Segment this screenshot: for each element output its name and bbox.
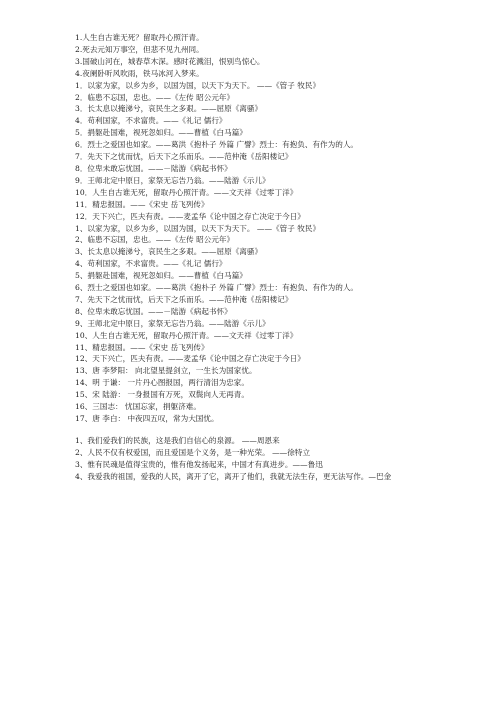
document-body: [75, 32, 430, 483]
quote-line: 1、以家为家，以乡为乡，以国为国，以天下为天下。 ——《管子 牧民》: [75, 223, 321, 233]
quotes-section-modern: [75, 435, 430, 483]
quote-line: 3、惟有民魂是值得宝贵的，惟有他发扬起来，中国才有真进步。——鲁迅: [75, 459, 323, 469]
quote-line: 16、三国志： 忧国忘家，捐躯济难。: [75, 402, 201, 412]
quote-line: 5、捐躯赴国难，视死忽如归。——曹植《白马篇》: [75, 271, 247, 281]
quote-line: 12．天下兴亡，匹夫有责。——麦孟华《论中国之存亡决定于今日》: [75, 211, 305, 221]
quote-line: 10、人生自古谁无死，留取丹心照汗青。——文天祥《过零丁洋》: [75, 330, 298, 340]
quote-line: 2．临患不忘国，忠也。——《左传 昭公元年》: [75, 92, 235, 102]
quote-line: 14、明 于谦： 一片丹心图报国，两行清泪为忠家。: [75, 378, 249, 388]
quote-line: 13、唐 李梦阳： 向北望星提剑立，一生长为国家忧。: [75, 366, 257, 376]
quote-line: 11．精忠报国。——《宋史 岳飞列传》: [75, 199, 209, 209]
quote-line: 5．捐躯赴国难，视死忽如归。——曹植《白马篇》: [75, 128, 247, 138]
quote-line: 3、长太息以掩涕兮，哀民生之多艰。——屈原《离骚》: [75, 247, 263, 257]
quote-line: 4、苟利国家，不求富贵。——《礼记 儒行》: [75, 259, 227, 269]
quote-line: 9、王师北定中原日，家祭无忘告乃翁。——陆游《示儿》: [75, 318, 270, 328]
quote-line: 3.国破山河在，城春草木深。感时花溅泪，恨别鸟惊心。: [75, 56, 265, 66]
quote-line: 12、天下兴亡，匹夫有责。——麦孟华《论中国之存亡决定于今日》: [75, 354, 305, 364]
quote-line: 4.夜阑卧听风吹雨，铁马冰河入梦来。: [75, 68, 204, 78]
quote-line: 1、我们爱我们的民族，这是我们自信心的泉源。 ——周恩来: [75, 435, 280, 445]
quote-line: 9．王师北定中原日，家祭无忘告乃翁。——陆游《示儿》: [75, 175, 270, 185]
quote-line: 1.人生自古谁无死？留取丹心照汗青。: [75, 33, 204, 42]
quote-line: 1．以家为家，以乡为乡，以国为国，以天下为天下。 ——《管子 牧民》: [75, 80, 321, 90]
quote-line: 10．人生自古谁无死，留取丹心照汗青。——文天祥《过零丁洋》: [75, 187, 298, 197]
quote-line: 11、精忠报国。——《宋史 岳飞列传》: [75, 342, 209, 352]
quote-line: 2、临患不忘国，忠也。——《左传 昭公元年》: [75, 235, 235, 245]
quote-line: 4．苟利国家，不求富贵。——《礼记 儒行》: [75, 116, 227, 126]
quote-line: 17、唐 李白： 中夜四五叹，常为大国忧。: [75, 414, 219, 423]
quotes-section-classical: [75, 32, 430, 425]
quote-line: 2、人民不仅有权爱国，而且爱国是个义务，是一种光荣。 ——徐特立: [75, 447, 311, 457]
section-gap: [75, 425, 430, 435]
quote-line: 8．位卑未敢忘忧国。——－陆游《病起书怀》: [75, 163, 232, 173]
quote-line: 4、我爱我的祖国，爱我的人民，离开了它，离开了他们，我就无法生存，更无法写作。—巴金: [75, 471, 392, 481]
quote-line: 6．烈士之爱国也如家。——葛洪《抱朴子 外篇 广譬》烈士：有抱负、有作为的人。: [75, 140, 359, 150]
quote-line: 2.死去元知万事空，但悲不见九州同。: [75, 44, 204, 54]
quote-line: 8、位卑未敢忘忧国。——－陆游《病起书怀》: [75, 306, 232, 316]
quote-line: 15、宋 陆游： 一身报国有万死，双鬓向人无再青。: [75, 390, 249, 400]
quote-line: 7、先天下之忧而忧，后天下之乐而乐。——范仲淹《岳阳楼记》: [75, 294, 293, 304]
quote-line: 7．先天下之忧而忧，后天下之乐而乐。——范仲淹《岳阳楼记》: [75, 152, 293, 162]
quote-line: 6、烈士之爱国也如家。——葛洪《抱朴子 外篇 广譬》烈士：有抱负、有作为的人。: [75, 283, 359, 293]
quote-line: 3．长太息以掩涕兮，哀民生之多艰。——屈原《离骚》: [75, 104, 263, 114]
